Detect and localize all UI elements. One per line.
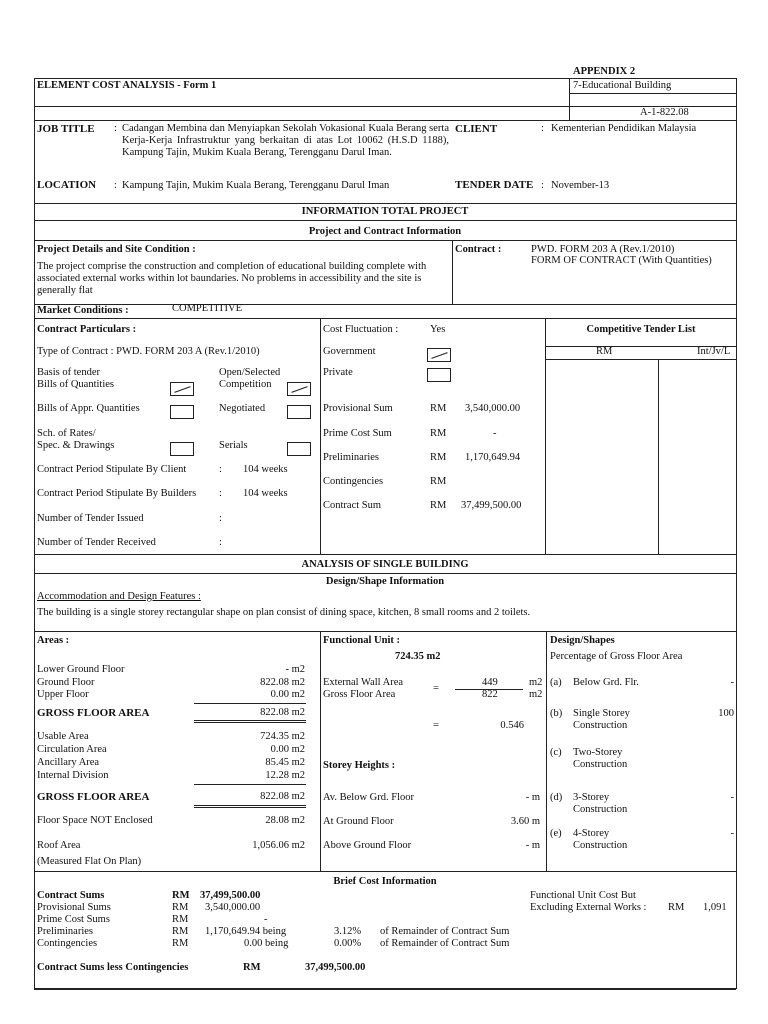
area-row-label: Usable Area [37, 731, 89, 742]
client-name: Kementerian Pendidikan Malaysia [551, 123, 697, 134]
area-row-label: Internal Division [37, 770, 109, 781]
divider [545, 318, 546, 554]
brief-row-percent: 3.12% [334, 926, 362, 937]
rule [569, 93, 736, 94]
divider [569, 78, 570, 120]
rm-label: RM [430, 500, 447, 511]
area-row-value: 0.00 m2 [270, 744, 305, 755]
appendix-label: APPENDIX 2 [573, 66, 636, 77]
rm-label: RM [172, 926, 189, 937]
contract-less-contingencies-label: Contract Sums less Contingencies [37, 962, 189, 973]
rule [34, 631, 736, 632]
rule [34, 106, 736, 107]
tender-date-label: TENDER DATE [455, 179, 534, 191]
rule [34, 120, 736, 121]
colon: : [219, 537, 222, 548]
design-item-value: 100 [718, 708, 734, 719]
market-conditions-label: Market Conditions : [37, 305, 129, 316]
brief-row-value: - [264, 914, 268, 925]
period-client-label: Contract Period Stipulate By Client [37, 464, 187, 475]
area-row-label: Lower Ground Floor [37, 664, 125, 675]
government-label: Government [323, 346, 376, 357]
rule [194, 784, 306, 785]
design-item-label: 4-Storey [573, 828, 610, 839]
unit-m2: m2 [529, 689, 543, 700]
design-item-label: Below Grd. Flr. [573, 677, 639, 688]
frame-right [736, 78, 737, 989]
rule [34, 78, 736, 79]
rm-label: RM [172, 902, 189, 913]
design-shapes-label: Design/Shapes [550, 635, 615, 646]
brief-row-value: 0.00 being [244, 938, 289, 949]
gross-floor-area-value: 822.08 m2 [260, 707, 305, 718]
contract-label: Contract : [455, 244, 502, 255]
form-title: ELEMENT COST ANALYSIS - Form 1 [37, 80, 217, 91]
design-item-value: - [730, 677, 734, 688]
rule [34, 988, 736, 990]
design-item-key: (a) [550, 677, 562, 688]
rm-label: RM [430, 476, 447, 487]
colon: : [219, 513, 222, 524]
colon: : [219, 488, 222, 499]
project-details-label: Project Details and Site Condition : [37, 244, 196, 255]
equals-sign: = [433, 720, 439, 731]
rule [34, 573, 736, 574]
colon: : [219, 464, 222, 475]
roof-area-note: (Measured Flat On Plan) [37, 856, 142, 867]
area-row-label: Circulation Area [37, 744, 107, 755]
rm-label: RM [172, 938, 189, 949]
tender-list-rm-header: RM [596, 346, 613, 357]
tender-list-jv-header: Int/Jv/L [697, 346, 731, 357]
storey-heights-label: Storey Heights : [323, 760, 396, 771]
basis-of-tender-label: Basis of tender [37, 367, 100, 378]
tender-date-value: November-13 [551, 180, 610, 191]
rm-label: RM [430, 403, 447, 414]
serials-checkbox[interactable] [287, 442, 311, 456]
frame-left [34, 78, 35, 989]
rule [194, 805, 306, 806]
area-row-value: 724.35 m2 [260, 731, 305, 742]
rule [545, 359, 736, 360]
features-label: Accommodation and Design Features : [37, 591, 201, 602]
brief-row-remark: of Remainder of Contract Sum [380, 938, 510, 949]
period-client-value: 104 weeks [243, 464, 288, 475]
design-item-key: (c) [550, 747, 562, 758]
area-row-label: Upper Floor [37, 689, 89, 700]
bills-of-quantities-checkbox[interactable] [170, 382, 194, 396]
negotiated-label: Negotiated [219, 403, 266, 414]
colon: : [541, 180, 544, 191]
divider [658, 359, 659, 554]
rule [34, 554, 736, 555]
brief-row-value: 3,540,000.00 [205, 902, 261, 913]
colon: : [541, 123, 544, 134]
government-checkbox[interactable] [427, 348, 451, 362]
contract-less-contingencies-value: 37,499,500.00 [305, 962, 366, 973]
rm-label: RM [243, 962, 261, 973]
private-checkbox[interactable] [427, 368, 451, 382]
area-row-value: 85.45 m2 [265, 757, 305, 768]
serials-label: Serials [219, 440, 248, 451]
rule [34, 304, 736, 305]
type-of-contract: Type of Contract : PWD. FORM 203 A (Rev.1/2010) [37, 346, 260, 357]
unit-m2: m2 [529, 677, 543, 688]
cost-fluctuation-value: Yes [430, 324, 446, 335]
contingencies-label: Contingencies [323, 476, 384, 487]
contract-sum-value: 37,499,500.00 [461, 500, 522, 511]
rule [34, 318, 736, 319]
bills-appr-quantities-checkbox[interactable] [170, 405, 194, 419]
spec-drawings-checkbox[interactable] [170, 442, 194, 456]
not-enclosed-value: 28.08 m2 [265, 815, 305, 826]
contract-form-desc: FORM OF CONTRACT (With Quantities) [531, 255, 712, 266]
job-title-label: JOB TITLE [37, 123, 95, 135]
area-row-value: 822.08 m2 [260, 677, 305, 688]
percentage-gfa-label: Percentage of Gross Floor Area [550, 651, 683, 662]
contract-form: PWD. FORM 203 A (Rev.1/2010) [531, 244, 675, 255]
not-enclosed-label: Floor Space NOT Enclosed [37, 815, 153, 826]
brief-row-label: Contingencies [37, 938, 98, 949]
open-selected-label: Open/Selected [219, 367, 281, 378]
divider [546, 631, 547, 871]
period-builders-label: Contract Period Stipulate By Builders [37, 488, 197, 499]
design-item-label: Single Storey [573, 708, 630, 719]
design-item-value: - [730, 792, 734, 803]
info-subtitle: Project and Contract Information [308, 226, 462, 237]
schedule-of-rates-label: Sch. of Rates/ [37, 428, 96, 439]
functional-unit-label: Functional Unit : [323, 635, 401, 646]
brief-row-value: 1,170,649.94 being [205, 926, 287, 937]
tender-list-title: Competitive Tender List [586, 324, 696, 335]
design-item-label: 3-Storey [573, 792, 610, 803]
divider [320, 631, 321, 871]
prime-cost-sum-label: Prime Cost Sum [323, 428, 392, 439]
provisional-sum-label: Provisional Sum [323, 403, 393, 414]
functional-unit-cost-label: Functional Unit Cost But [530, 890, 636, 901]
rule [194, 807, 306, 808]
gross-floor-area-fu-label: Gross Floor Area [323, 689, 396, 700]
brief-row-value: 37,499,500.00 [200, 890, 261, 901]
location-value: Kampung Tajin, Mukim Kuala Berang, Terengganu Darul Iman [122, 180, 390, 191]
rm-label: RM [668, 902, 685, 913]
features-text: The building is a single storey rectangular shape on plan consist of dining space, kitchen, 8 small rooms and 2 toilets. [37, 607, 531, 618]
design-item-label: Construction [573, 840, 628, 851]
functional-unit-value: 724.35 m2 [395, 651, 441, 662]
ground-floor-height-value: 3.60 m [510, 816, 540, 827]
ground-floor-height-label: At Ground Floor [323, 816, 394, 827]
rm-label: RM [430, 452, 447, 463]
external-wall-area-value: 449 [482, 677, 498, 688]
wall-floor-ratio: 0.546 [500, 720, 524, 731]
design-item-key: (b) [550, 708, 563, 719]
design-item-key: (e) [550, 828, 562, 839]
spec-drawings-label: Spec. & Drawings [37, 440, 115, 451]
building-category: 7-Educational Building [573, 80, 672, 91]
area-row-value: 0.00 m2 [270, 689, 305, 700]
competition-label: Competition [219, 379, 272, 390]
period-builders-value: 104 weeks [243, 488, 288, 499]
brief-row-label: Preliminaries [37, 926, 93, 937]
provisional-sum-value: 3,540,000.00 [465, 403, 521, 414]
competition-checkbox[interactable] [287, 382, 311, 396]
design-item-key: (d) [550, 792, 563, 803]
location-label: LOCATION [37, 179, 97, 191]
roof-area-label: Roof Area [37, 840, 81, 851]
colon: : [114, 180, 117, 191]
prime-cost-sum-value: - [493, 428, 497, 439]
project-details-text: The project comprise the construction and completion of educational building complete with associated external works within lot baundaries. No problems in accessibility and the site is generally flat [37, 261, 427, 296]
external-wall-area-label: External Wall Area [323, 677, 404, 688]
market-conditions-value: COMPETITIVE [172, 303, 242, 314]
gross-floor-area-label: GROSS FLOOR AREA [37, 791, 150, 803]
bills-of-quantities-label: Bills of Quantities [37, 379, 114, 390]
design-item-label: Construction [573, 759, 628, 770]
equals-sign: = [433, 683, 439, 694]
area-row-label: Ancillary Area [37, 757, 100, 768]
brief-cost-title: Brief Cost Information [333, 876, 437, 887]
design-item-label: Construction [573, 720, 628, 731]
private-label: Private [323, 367, 353, 378]
rule [34, 220, 736, 221]
area-row-label: Ground Floor [37, 677, 95, 688]
colon: : [114, 123, 117, 134]
design-item-value: - [730, 828, 734, 839]
rule [34, 240, 736, 241]
contract-sum-label: Contract Sum [323, 500, 382, 511]
gross-floor-area-value: 822.08 m2 [260, 791, 305, 802]
area-row-value: - m2 [285, 664, 305, 675]
analysis-title: ANALYSIS OF SINGLE BUILDING [301, 559, 469, 570]
brief-row-label: Contract Sums [37, 890, 105, 901]
tenders-issued-label: Number of Tender Issued [37, 513, 144, 524]
client-label: CLIENT [455, 123, 498, 135]
bills-appr-quantities-label: Bills of Appr. Quantities [37, 403, 140, 414]
design-item-label: Two-Storey [573, 747, 623, 758]
negotiated-checkbox[interactable] [287, 405, 311, 419]
above-ground-label: Above Ground Floor [323, 840, 412, 851]
excluding-external-works-label: Excluding External Works : [530, 902, 647, 913]
cost-code: A-1-822.08 [640, 107, 689, 118]
below-ground-label: Av. Below Grd. Floor [323, 792, 414, 803]
rule [194, 720, 306, 721]
rule [194, 722, 306, 723]
job-title: Cadangan Membina dan Menyiapkan Sekolah Vokasional Kuala Berang serta Kerja-Kerja Infrastruktur yang berkaitan di atas Lot 10062 (H.S.D 1188), Kampung Tajin, Mukim Kuala Berang, Terengganu Darul Iman. [122, 123, 449, 158]
functional-unit-cost-value: 1,091 [703, 902, 727, 913]
above-ground-value: - m [525, 840, 540, 851]
rule [34, 871, 736, 872]
design-item-label: Construction [573, 804, 628, 815]
divider [320, 318, 321, 554]
tenders-received-label: Number of Tender Received [37, 537, 156, 548]
contract-particulars-label: Contract Particulars : [37, 324, 137, 335]
rm-label: RM [172, 890, 190, 901]
gross-floor-area-label: GROSS FLOOR AREA [37, 707, 150, 719]
brief-row-percent: 0.00% [334, 938, 362, 949]
areas-label: Areas : [37, 635, 70, 646]
brief-row-label: Provisional Sums [37, 902, 111, 913]
gross-floor-area-fu-value: 822 [482, 689, 498, 700]
divider [452, 240, 453, 304]
roof-area-value: 1,056.06 m2 [252, 840, 305, 851]
below-ground-value: - m [525, 792, 540, 803]
area-row-value: 12.28 m2 [265, 770, 305, 781]
design-shape-subtitle: Design/Shape Information [325, 576, 445, 587]
preliminaries-value: 1,170,649.94 [465, 452, 521, 463]
rule [194, 703, 306, 704]
rule [34, 203, 736, 204]
info-section-title: INFORMATION TOTAL PROJECT [301, 206, 469, 217]
preliminaries-label: Preliminaries [323, 452, 379, 463]
rm-label: RM [430, 428, 447, 439]
cost-fluctuation-label: Cost Fluctuation : [323, 324, 399, 335]
rm-label: RM [172, 914, 189, 925]
brief-row-label: Prime Cost Sums [37, 914, 110, 925]
brief-row-remark: of Remainder of Contract Sum [380, 926, 510, 937]
